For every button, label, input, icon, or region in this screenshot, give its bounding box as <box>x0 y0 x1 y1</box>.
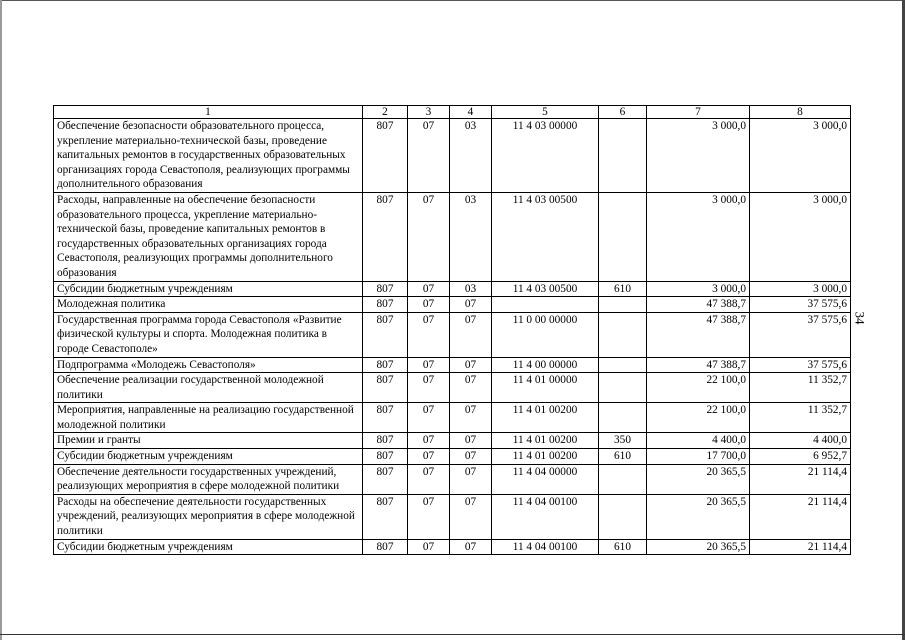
header-cell: 7 <box>647 106 750 119</box>
gp-code-cell: 807 <box>363 281 408 297</box>
expense-type-cell <box>599 494 647 539</box>
item-name-cell: Субсидии бюджетным учреждениям <box>54 539 363 555</box>
gp-code-cell: 807 <box>363 357 408 373</box>
expense-type-cell <box>599 357 647 373</box>
gp-code-cell: 807 <box>363 192 408 281</box>
item-name-cell: Обеспечение деятельности государственных учреждений, реализующих мероприятия в сфере молодежной политики <box>54 464 363 494</box>
item-name-cell: Молодежная политика <box>54 297 363 313</box>
header-cell: 5 <box>492 106 599 119</box>
amount-year2-cell: 6 952,7 <box>750 449 851 465</box>
subsection-code-cell: 07 <box>450 449 492 465</box>
amount-year2-cell: 37 575,6 <box>750 297 851 313</box>
amount-year2-cell: 4 400,0 <box>750 433 851 449</box>
target-article-cell: 11 4 03 00500 <box>492 281 599 297</box>
expense-type-cell: 610 <box>599 539 647 555</box>
amount-year1-cell: 20 365,5 <box>647 539 750 555</box>
amount-year2-cell: 21 114,4 <box>750 464 851 494</box>
table-row <box>54 449 851 465</box>
amount-year2-cell: 21 114,4 <box>750 494 851 539</box>
target-article-cell: 11 4 04 00000 <box>492 464 599 494</box>
amount-year2-cell: 37 575,6 <box>750 357 851 373</box>
table-row <box>54 464 851 494</box>
table-row <box>54 373 851 403</box>
section-code-cell: 07 <box>408 192 450 281</box>
expense-type-cell <box>599 403 647 433</box>
table-row <box>54 281 851 297</box>
section-code-cell: 07 <box>408 281 450 297</box>
gp-code-cell: 807 <box>363 433 408 449</box>
section-code-cell: 07 <box>408 357 450 373</box>
amount-year1-cell: 20 365,5 <box>647 464 750 494</box>
subsection-code-cell: 07 <box>450 357 492 373</box>
table-row <box>54 539 851 555</box>
target-article-cell: 11 4 04 00100 <box>492 539 599 555</box>
subsection-code-cell: 07 <box>450 312 492 357</box>
target-article-cell: 11 4 04 00100 <box>492 494 599 539</box>
gp-code-cell: 807 <box>363 297 408 313</box>
header-cell: 4 <box>450 106 492 119</box>
subsection-code-cell: 07 <box>450 539 492 555</box>
amount-year1-cell: 17 700,0 <box>647 449 750 465</box>
header-cell: 8 <box>750 106 851 119</box>
amount-year1-cell: 47 388,7 <box>647 312 750 357</box>
header-cell: 6 <box>599 106 647 119</box>
subsection-code-cell: 07 <box>450 403 492 433</box>
scan-bottom-edge <box>0 634 905 635</box>
item-name-cell: Расходы, направленные на обеспечение безопасности образовательного процесса, укрепление материально-технической базы, проведение капитальных ремонтов в государственных образовательных организациях города Севастополя, реализующих программы дополнительного образования <box>54 192 363 281</box>
section-code-cell: 07 <box>408 464 450 494</box>
subsection-code-cell: 07 <box>450 494 492 539</box>
table-row <box>54 312 851 357</box>
item-name-cell: Премии и гранты <box>54 433 363 449</box>
subsection-code-cell: 03 <box>450 281 492 297</box>
section-code-cell: 07 <box>408 373 450 403</box>
table-row <box>54 403 851 433</box>
amount-year1-cell: 4 400,0 <box>647 433 750 449</box>
table-row <box>54 494 851 539</box>
item-name-cell: Подпрограмма «Молодежь Севастополя» <box>54 357 363 373</box>
amount-year2-cell: 11 352,7 <box>750 373 851 403</box>
item-name-cell: Обеспечение реализации государственной молодежной политики <box>54 373 363 403</box>
gp-code-cell: 807 <box>363 373 408 403</box>
table-row <box>54 433 851 449</box>
table-row <box>54 357 851 373</box>
target-article-cell: 11 0 00 00000 <box>492 312 599 357</box>
amount-year2-cell: 21 114,4 <box>750 539 851 555</box>
expense-type-cell: 610 <box>599 281 647 297</box>
subsection-code-cell: 07 <box>450 297 492 313</box>
section-code-cell: 07 <box>408 119 450 193</box>
target-article-cell: 11 4 00 00000 <box>492 357 599 373</box>
amount-year1-cell: 47 388,7 <box>647 357 750 373</box>
amount-year1-cell: 20 365,5 <box>647 494 750 539</box>
gp-code-cell: 807 <box>363 539 408 555</box>
gp-code-cell: 807 <box>363 119 408 193</box>
gp-code-cell: 807 <box>363 312 408 357</box>
expense-type-cell <box>599 297 647 313</box>
expense-type-cell <box>599 464 647 494</box>
amount-year1-cell: 3 000,0 <box>647 119 750 193</box>
item-name-cell: Расходы на обеспечение деятельности государственных учреждений, реализующих мероприятия в сфере молодежной политики <box>54 494 363 539</box>
gp-code-cell: 807 <box>363 464 408 494</box>
target-article-cell: 11 4 01 00000 <box>492 373 599 403</box>
gp-code-cell: 807 <box>363 403 408 433</box>
item-name-cell: Субсидии бюджетным учреждениям <box>54 281 363 297</box>
item-name-cell: Субсидии бюджетным учреждениям <box>54 449 363 465</box>
section-code-cell: 07 <box>408 449 450 465</box>
scan-top-edge <box>0 0 905 5</box>
amount-year2-cell: 37 575,6 <box>750 312 851 357</box>
target-article-cell: 11 4 01 00200 <box>492 403 599 433</box>
gp-code-cell: 807 <box>363 494 408 539</box>
subsection-code-cell: 07 <box>450 433 492 449</box>
target-article-cell <box>492 297 599 313</box>
gp-code-cell: 807 <box>363 449 408 465</box>
scan-left-edge <box>0 0 2 640</box>
item-name-cell: Государственная программа города Севастополя «Развитие физической культуры и спорта. Молодежная политика в городе Севастополе» <box>54 312 363 357</box>
table-header-row <box>54 106 851 119</box>
target-article-cell: 11 4 03 00500 <box>492 192 599 281</box>
header-cell: 3 <box>408 106 450 119</box>
section-code-cell: 07 <box>408 539 450 555</box>
subsection-code-cell: 03 <box>450 192 492 281</box>
expense-type-cell <box>599 192 647 281</box>
expense-type-cell <box>599 373 647 403</box>
table-row <box>54 119 851 193</box>
amount-year1-cell: 22 100,0 <box>647 403 750 433</box>
target-article-cell: 11 4 01 00200 <box>492 449 599 465</box>
amount-year2-cell: 11 352,7 <box>750 403 851 433</box>
subsection-code-cell: 07 <box>450 464 492 494</box>
expense-type-cell: 610 <box>599 449 647 465</box>
amount-year2-cell: 3 000,0 <box>750 281 851 297</box>
section-code-cell: 07 <box>408 297 450 313</box>
header-cell: 1 <box>54 106 363 119</box>
item-name-cell: Обеспечение безопасности образовательного процесса, укрепление материально-технической базы, проведение капитальных ремонтов в государственных образовательных организациях города Севастополя, реализующих программы дополнительного образования <box>54 119 363 193</box>
amount-year1-cell: 3 000,0 <box>647 192 750 281</box>
target-article-cell: 11 4 03 00000 <box>492 119 599 193</box>
subsection-code-cell: 07 <box>450 373 492 403</box>
target-article-cell: 11 4 01 00200 <box>492 433 599 449</box>
amount-year2-cell: 3 000,0 <box>750 192 851 281</box>
header-cell: 2 <box>363 106 408 119</box>
amount-year1-cell: 47 388,7 <box>647 297 750 313</box>
section-code-cell: 07 <box>408 494 450 539</box>
amount-year1-cell: 3 000,0 <box>647 281 750 297</box>
table-body <box>54 106 851 555</box>
expense-type-cell: 350 <box>599 433 647 449</box>
section-code-cell: 07 <box>408 312 450 357</box>
amount-year1-cell: 22 100,0 <box>647 373 750 403</box>
page-number: 34 <box>852 311 868 325</box>
subsection-code-cell: 03 <box>450 119 492 193</box>
table-row <box>54 297 851 313</box>
item-name-cell: Мероприятия, направленные на реализацию государственной молодежной политики <box>54 403 363 433</box>
section-code-cell: 07 <box>408 403 450 433</box>
section-code-cell: 07 <box>408 433 450 449</box>
budget-table <box>53 105 851 555</box>
amount-year2-cell: 3 000,0 <box>750 119 851 193</box>
table-row <box>54 192 851 281</box>
expense-type-cell <box>599 119 647 193</box>
expense-type-cell <box>599 312 647 357</box>
